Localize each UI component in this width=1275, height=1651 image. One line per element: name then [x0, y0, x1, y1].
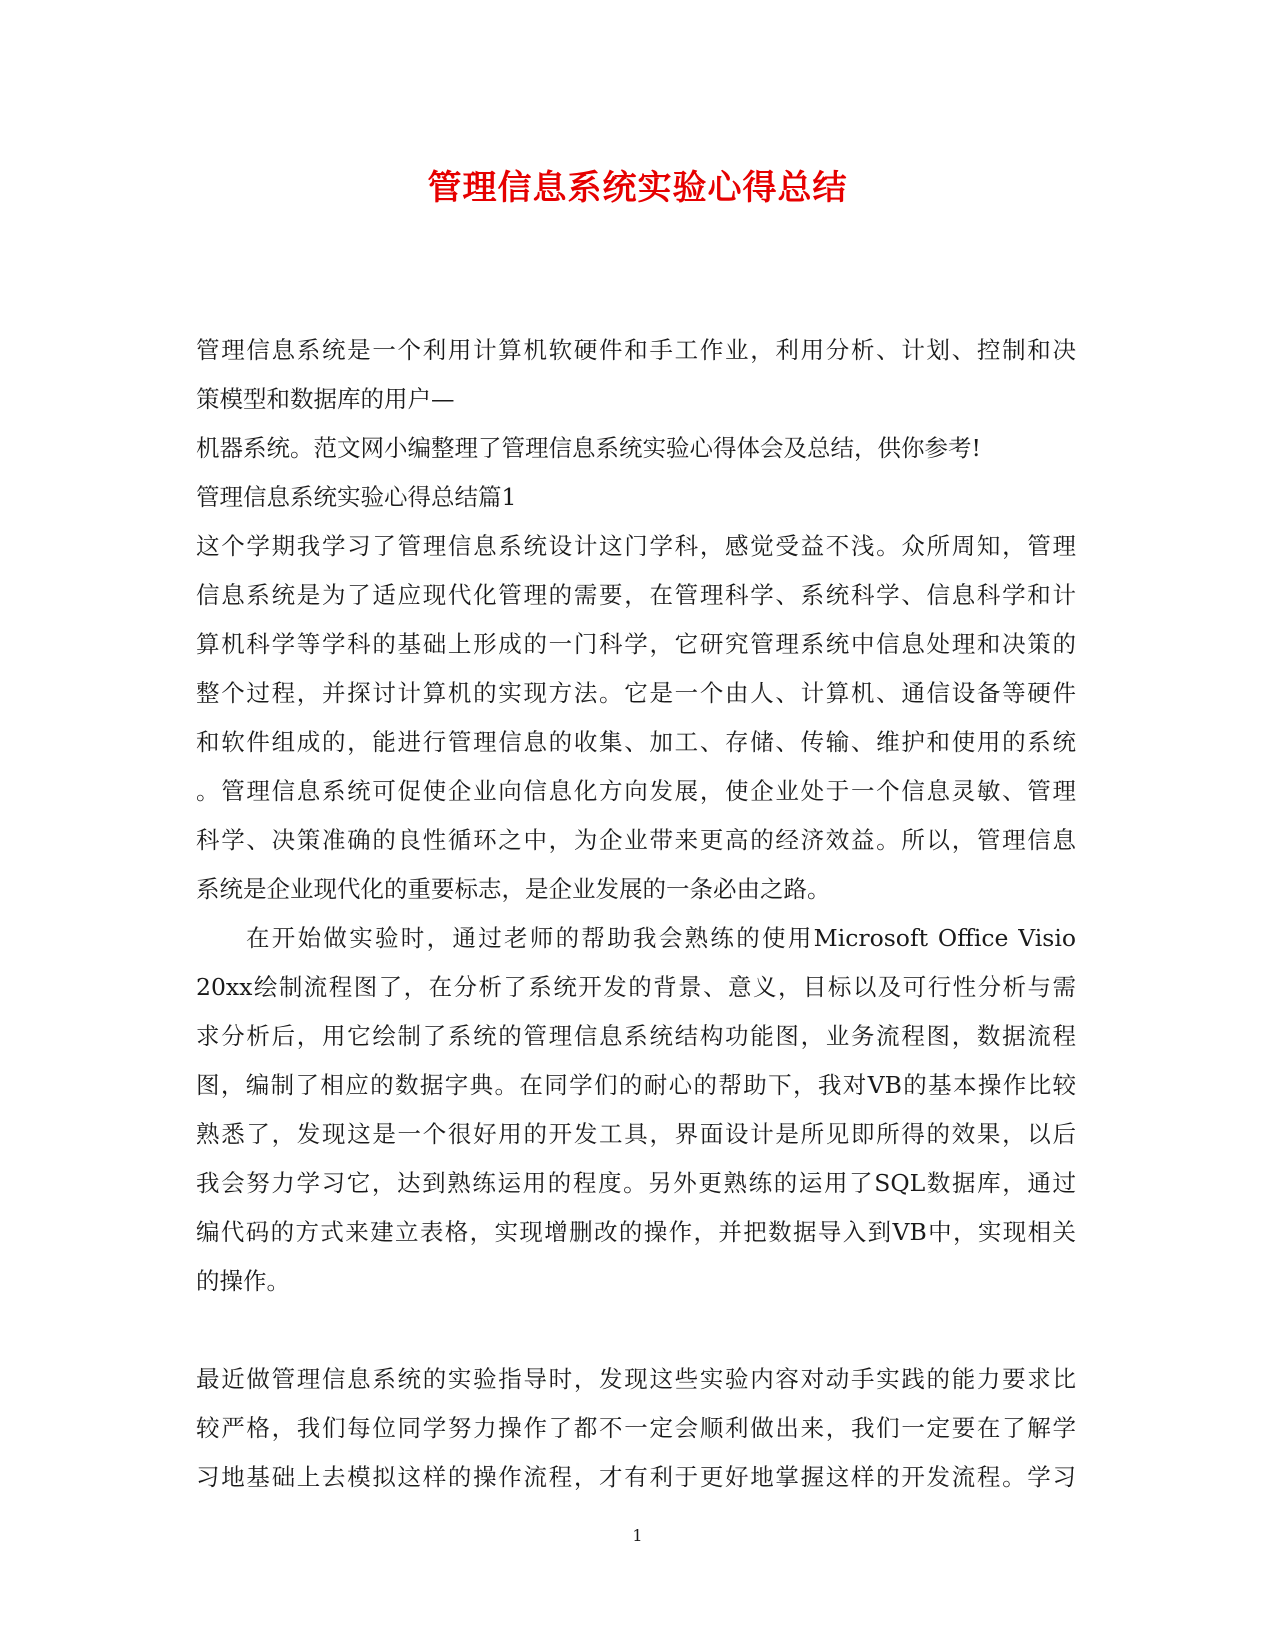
document-body: [196, 326, 1076, 1502]
body-line: 算机科学等学科的基础上形成的一门科学，它研究管理系统中信息处理和决策的: [196, 630, 1076, 658]
body-line: 求分析后，用它绘制了系统的管理信息系统结构功能图，业务流程图，数据流程: [196, 1022, 1076, 1050]
paragraph-gap: [196, 1306, 1076, 1355]
body-line: 系统是企业现代化的重要标志，是企业发展的一条必由之路。: [196, 875, 831, 903]
body-line: 整个过程，并探讨计算机的实现方法。它是一个由人、计算机、通信设备等硬件: [196, 679, 1076, 707]
body-line: 信息系统是为了适应现代化管理的需要，在管理科学、系统科学、信息科学和计: [196, 581, 1076, 609]
body-line: 图，编制了相应的数据字典。在同学们的耐心的帮助下，我对VB的基本操作比较: [196, 1071, 1076, 1099]
body-line: 机器系统。范文网小编整理了管理信息系统实验心得体会及总结，供你参考!: [196, 434, 981, 462]
body-line: 熟悉了，发现这是一个很好用的开发工具，界面设计是所见即所得的效果，以后: [196, 1120, 1076, 1148]
body-line: 20xx绘制流程图了，在分析了系统开发的背景、意义，目标以及可行性分析与需: [196, 973, 1076, 1001]
section-heading: 管理信息系统实验心得总结篇1: [196, 483, 517, 511]
body-line: 的操作。: [196, 1267, 290, 1295]
page-number: 1: [632, 1526, 643, 1545]
body-line: 和软件组成的，能进行管理信息的收集、加工、存储、传输、维护和使用的系统: [196, 728, 1076, 756]
body-line: 策模型和数据库的用户—: [196, 385, 455, 413]
body-line: 习地基础上去模拟这样的操作流程，才有利于更好地掌握这样的开发流程。学习: [196, 1463, 1076, 1491]
body-line: 科学、决策准确的良性循环之中，为企业带来更高的经济效益。所以，管理信息: [196, 826, 1076, 854]
body-line: 在开始做实验时，通过老师的帮助我会熟练的使用Microsoft Office Visio: [246, 924, 1076, 952]
document-title: 管理信息系统实验心得总结: [427, 168, 848, 208]
body-line: 这个学期我学习了管理信息系统设计这门学科，感觉受益不浅。众所周知，管理: [196, 532, 1076, 560]
body-line: 最近做管理信息系统的实验指导时，发现这些实验内容对动手实践的能力要求比: [196, 1365, 1076, 1393]
body-line: 管理信息系统是一个利用计算机软硬件和手工作业，利用分析、计划、控制和决: [196, 336, 1076, 364]
body-line: 较严格，我们每位同学努力操作了都不一定会顺利做出来，我们一定要在了解学: [196, 1414, 1076, 1442]
body-line: 我会努力学习它，达到熟练运用的程度。另外更熟练的运用了SQL数据库，通过: [196, 1169, 1076, 1197]
body-line: 。管理信息系统可促使企业向信息化方向发展，使企业处于一个信息灵敏、管理: [196, 777, 1076, 805]
body-line: 编代码的方式来建立表格，实现增删改的操作，并把数据导入到VB中，实现相关: [196, 1218, 1076, 1246]
